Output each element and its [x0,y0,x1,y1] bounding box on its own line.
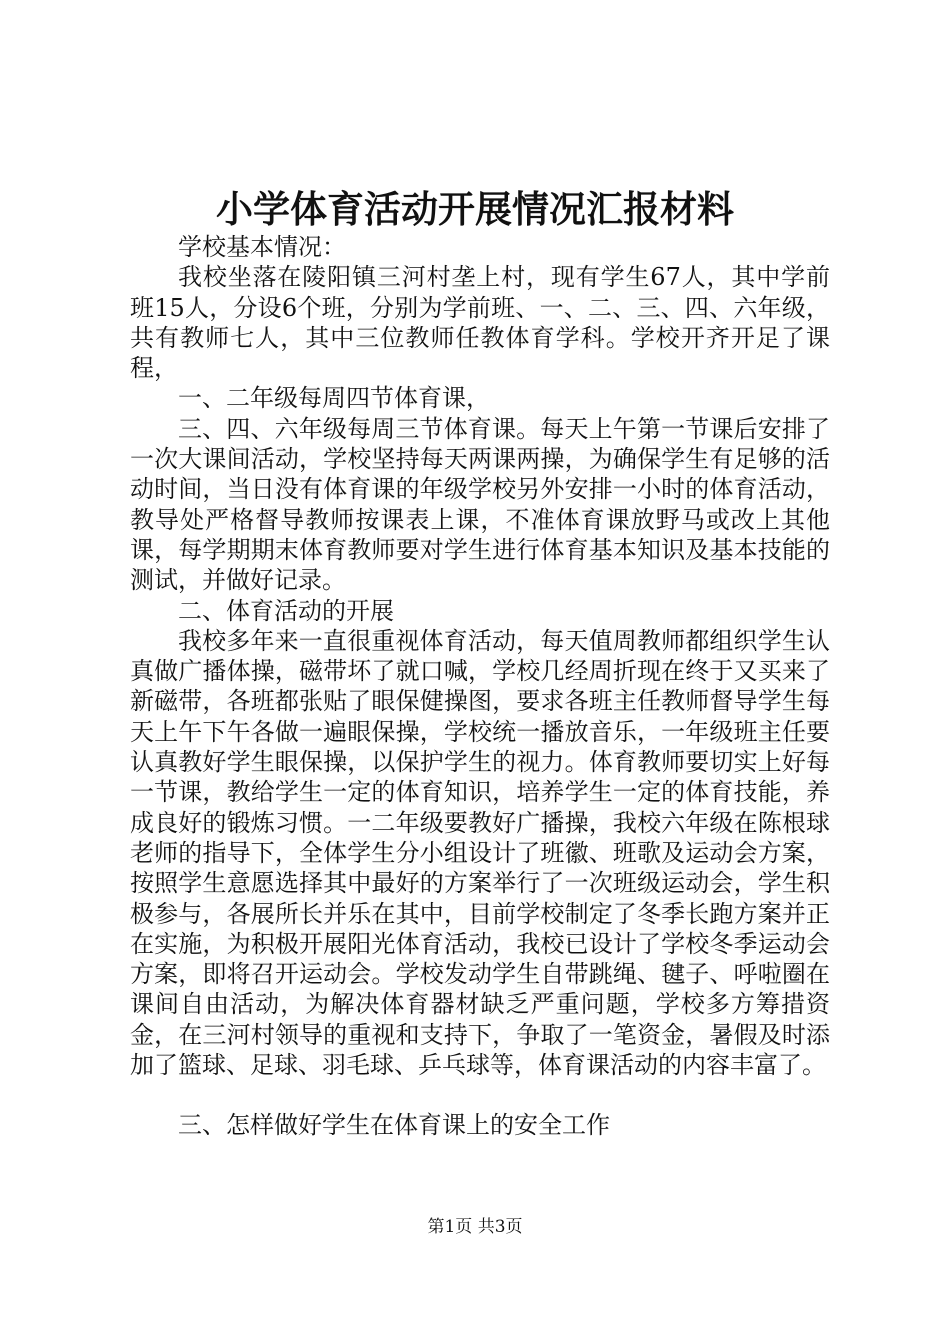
paragraph-pe-activities: 我校多年来一直很重视体育活动，每天值周教师都组织学生认真做广播体操，磁带坏了就口喊，学校几经周折现在终于又买来了新磁带，各班都张贴了眼保健操图，要求各班主任教师督导学生每天上午下午各做一遍眼保操，学校统一播放音乐，一年级班主任要认真教好学生眼保操，以保护学生的视力。体育教师要切实上好每一节课，教给学生一定的体育知识，培养学生一定的体育技能，养成良好的锻炼习惯。一二年级要教好广播操，我校六年级在陈根球老师的指导下，全体学生分小组设计了班徽、班歌及运动会方案，按照学生意愿选择其中最好的方案举行了一次班级运动会，学生积极参与，各展所长并乐在其中，目前学校制定了冬季长跑方案并正在实施，为积极开展阳光体育活动，我校已设计了学校冬季运动会方案，即将召开运动会。学校发动学生自带跳绳、毽子、呼啦圈在课间自由活动，为解决体育器材缺乏严重问题，学校多方筹措资金，在三河村领导的重视和支持下，争取了一笔资金，暑假及时添加了篮球、足球、羽毛球、乒乓球等，体育课活动的内容丰富了。 [130,626,830,1080]
document-body [130,232,830,1141]
document-title: 小学体育活动开展情况汇报材料 [216,187,734,231]
paragraph-grade-one-two-pe: 一、二年级每周四节体育课， [178,384,490,413]
paragraph-section-two-heading: 二、体育活动的开展 [178,596,394,625]
paragraph-section-three-heading: 三、怎样做好学生在体育课上的安全工作 [178,1111,610,1140]
paragraph-school-overview: 我校坐落在陵阳镇三河村垄上村，现有学生67人，其中学前班15人，分设6个班，分别为学前班、一、二、三、四、六年级，共有教师七人，其中三位教师任教体育学科。学校开齐开足了课程， [130,263,830,383]
paragraph-school-basic-info-heading: 学校基本情况： [178,233,346,261]
paragraph-grade-three-four-six-pe: 三、四、六年级每周三节体育课。每天上午第一节课后安排了一次大课间活动，学校坚持每天两课两操，为确保学生有足够的活动时间，当日没有体育课的年级学校另外安排一小时的体育活动，教导处严格督导教师按课表上课，不准体育课放野马或改上其他课，每学期期末体育教师要对学生进行体育基本知识及基本技能的测试，并做好记录。 [130,414,830,595]
page-footer: 第1页 共3页 [427,1217,523,1237]
